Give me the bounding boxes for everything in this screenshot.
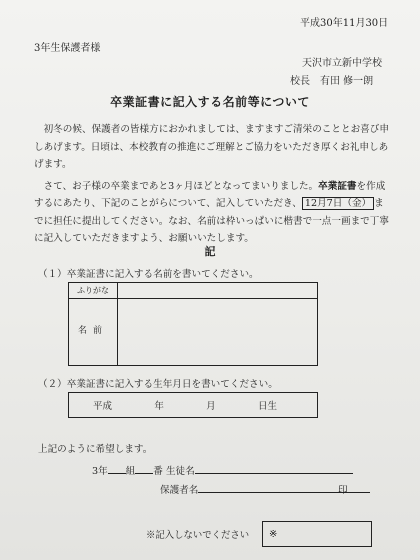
student-line (92, 462, 353, 477)
paragraph-request (34, 178, 389, 248)
grade-label: 3年 (92, 466, 108, 477)
recipient: 3年生保護者様 (34, 43, 101, 54)
principal-name: 校長 有田 修一朗 (290, 76, 374, 87)
furigana-label: ふりがな (69, 283, 118, 299)
birthdate-table (68, 392, 318, 418)
paragraph-greeting: 初冬の候、保護者の皆様方におかれましては、ますますご清栄のこととお喜び申しあげます。日頃は、本校教育の推進にご理解とご協力をいただき厚くお礼申しあげます。 (34, 124, 389, 170)
class-blank[interactable] (108, 462, 126, 474)
day-label: 日生 (257, 401, 277, 412)
name-label: 名前 (69, 298, 118, 365)
request-part3: までに担任に提出してください。なお、名前は枠いっぱいに楷書で一点一画まで丁寧に記入していただきますよう、お願いいたします。 (34, 198, 389, 244)
year-label: 年 (154, 401, 164, 412)
office-use-mark: ※ (269, 529, 278, 540)
office-use-box (262, 521, 372, 547)
seal-mark: 印 (338, 485, 348, 496)
class-label: 組 (125, 466, 136, 477)
deadline-date: 12月7日（金） (302, 197, 374, 210)
request-part2: を作成するにあたり、下記のことがらについて、記入していただき、 (34, 180, 386, 209)
student-name-blank[interactable] (195, 462, 353, 474)
number-blank[interactable] (135, 462, 153, 474)
guardian-name-label: 保護者名 (160, 485, 199, 496)
no-entry-note: ※記入しないでください (146, 530, 250, 541)
era-label: 平成 (93, 401, 113, 412)
student-name-label: 生徒名 (165, 466, 195, 477)
issue-date: 平成30年11月30日 (300, 18, 389, 29)
month-label: 月 (206, 401, 216, 412)
name-entry-table (68, 282, 318, 366)
number-label: 番 (153, 466, 163, 477)
closing-text: 上記のように希望します。 (38, 444, 153, 455)
ki-heading: 記 (204, 245, 216, 258)
school-name: 天沢市立新中学校 (302, 58, 382, 69)
document-title: 卒業証書に記入する名前等について (110, 95, 310, 109)
request-part1: さて、お子様の卒業まであと3ヶ月ほどとなってまいりました。 (43, 180, 319, 192)
emphasis-diploma: 卒業証書 (318, 180, 357, 192)
section2-instruction: （２）卒業証書に記入する生年月日を書いてください。 (38, 379, 278, 390)
section1-instruction: （１）卒業証書に記入する名前を書いてください。 (38, 269, 259, 280)
body-text (34, 121, 389, 252)
furigana-field[interactable] (118, 283, 317, 299)
